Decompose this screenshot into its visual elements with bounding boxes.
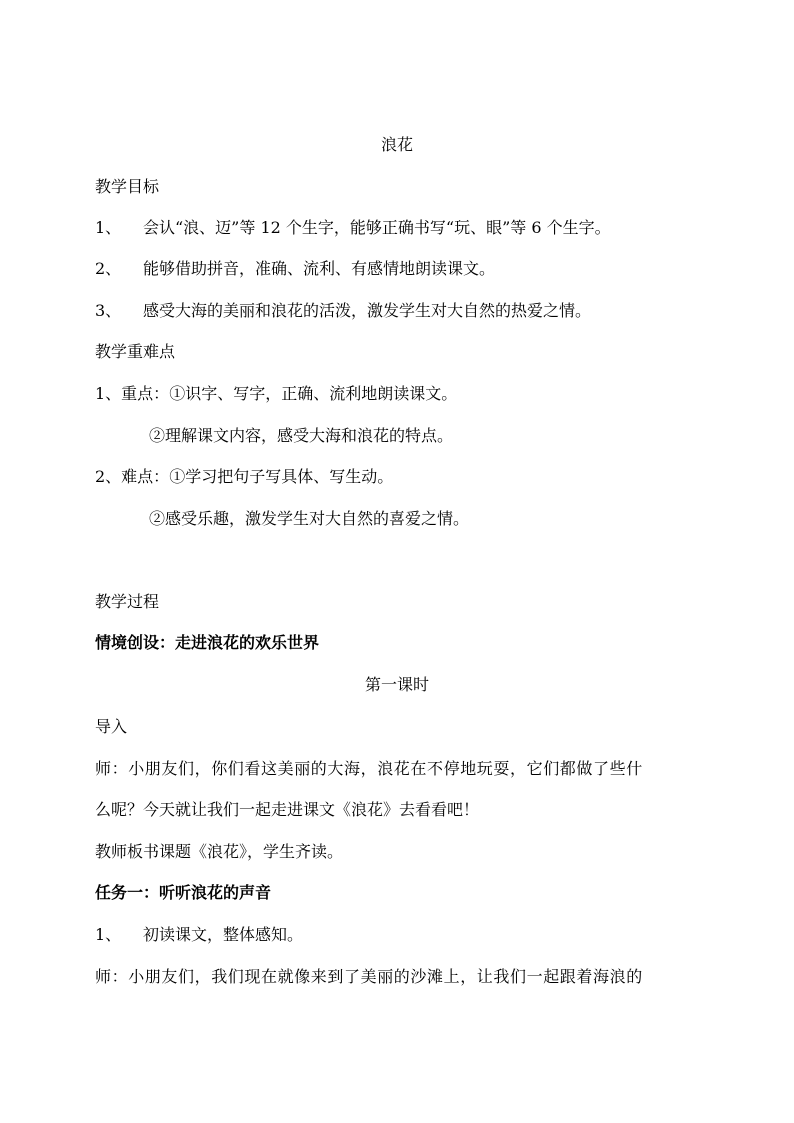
objective-item [95, 300, 725, 322]
objective-text: 会认“浪、迈”等 12 个生字，能够正确书写“玩、眼”等 6 个生字。 [143, 218, 611, 237]
process-heading: 教学过程 [95, 592, 160, 611]
difficulty-label: 2、难点： [95, 467, 170, 486]
objectives-heading: 教学目标 [95, 177, 160, 196]
objective-text: 感受大海的美丽和浪花的活泼，激发学生对大自然的热爱之情。 [143, 301, 592, 320]
scenario-heading: 情境创设：走进浪花的欢乐世界 [95, 633, 320, 652]
key-point-line [95, 383, 725, 405]
task1-heading: 任务一：听听浪花的声音 [95, 883, 272, 902]
task1-item-number: 1、 [95, 925, 122, 944]
task1-item-text: 初读课文，整体感知。 [143, 925, 304, 944]
keypoints-heading: 教学重难点 [95, 342, 176, 361]
intro-heading: 导入 [95, 717, 128, 736]
page-title: 浪花 [380, 135, 413, 154]
objective-number: 3、 [95, 301, 122, 320]
difficulty-item: ②感受乐趣，激发学生对大自然的喜爱之情。 [149, 509, 470, 528]
board-note: 教师板书课题《浪花》，学生齐读。 [95, 842, 344, 861]
objective-number: 1、 [95, 218, 122, 237]
objective-number: 2、 [95, 259, 122, 278]
objective-item [95, 217, 725, 239]
task1-item [95, 924, 725, 946]
key-point-item: ①识字、写字，正确、流利地朗读课文。 [169, 384, 458, 403]
task1-paragraph-line: 师：小朋友们，我们现在就像来到了美丽的沙滩上，让我们一起跟着海浪的 [95, 967, 643, 986]
lesson-heading: 第一课时 [364, 675, 429, 694]
difficulty-item: ①学习把句子写具体、写生动。 [169, 467, 394, 486]
difficulty-line [95, 466, 725, 488]
key-point-item: ②理解课文内容，感受大海和浪花的特点。 [149, 426, 454, 445]
key-point-label: 1、重点： [95, 384, 170, 403]
intro-paragraph-line: 么呢？今天就让我们一起走进课文《浪花》去看看吧！ [95, 800, 480, 819]
intro-paragraph-line: 师：小朋友们，你们看这美丽的大海，浪花在不停地玩耍，它们都做了些什 [95, 759, 643, 778]
objective-item [95, 258, 725, 280]
objective-text: 能够借助拼音，准确、流利、有感情地朗读课文。 [143, 259, 496, 278]
